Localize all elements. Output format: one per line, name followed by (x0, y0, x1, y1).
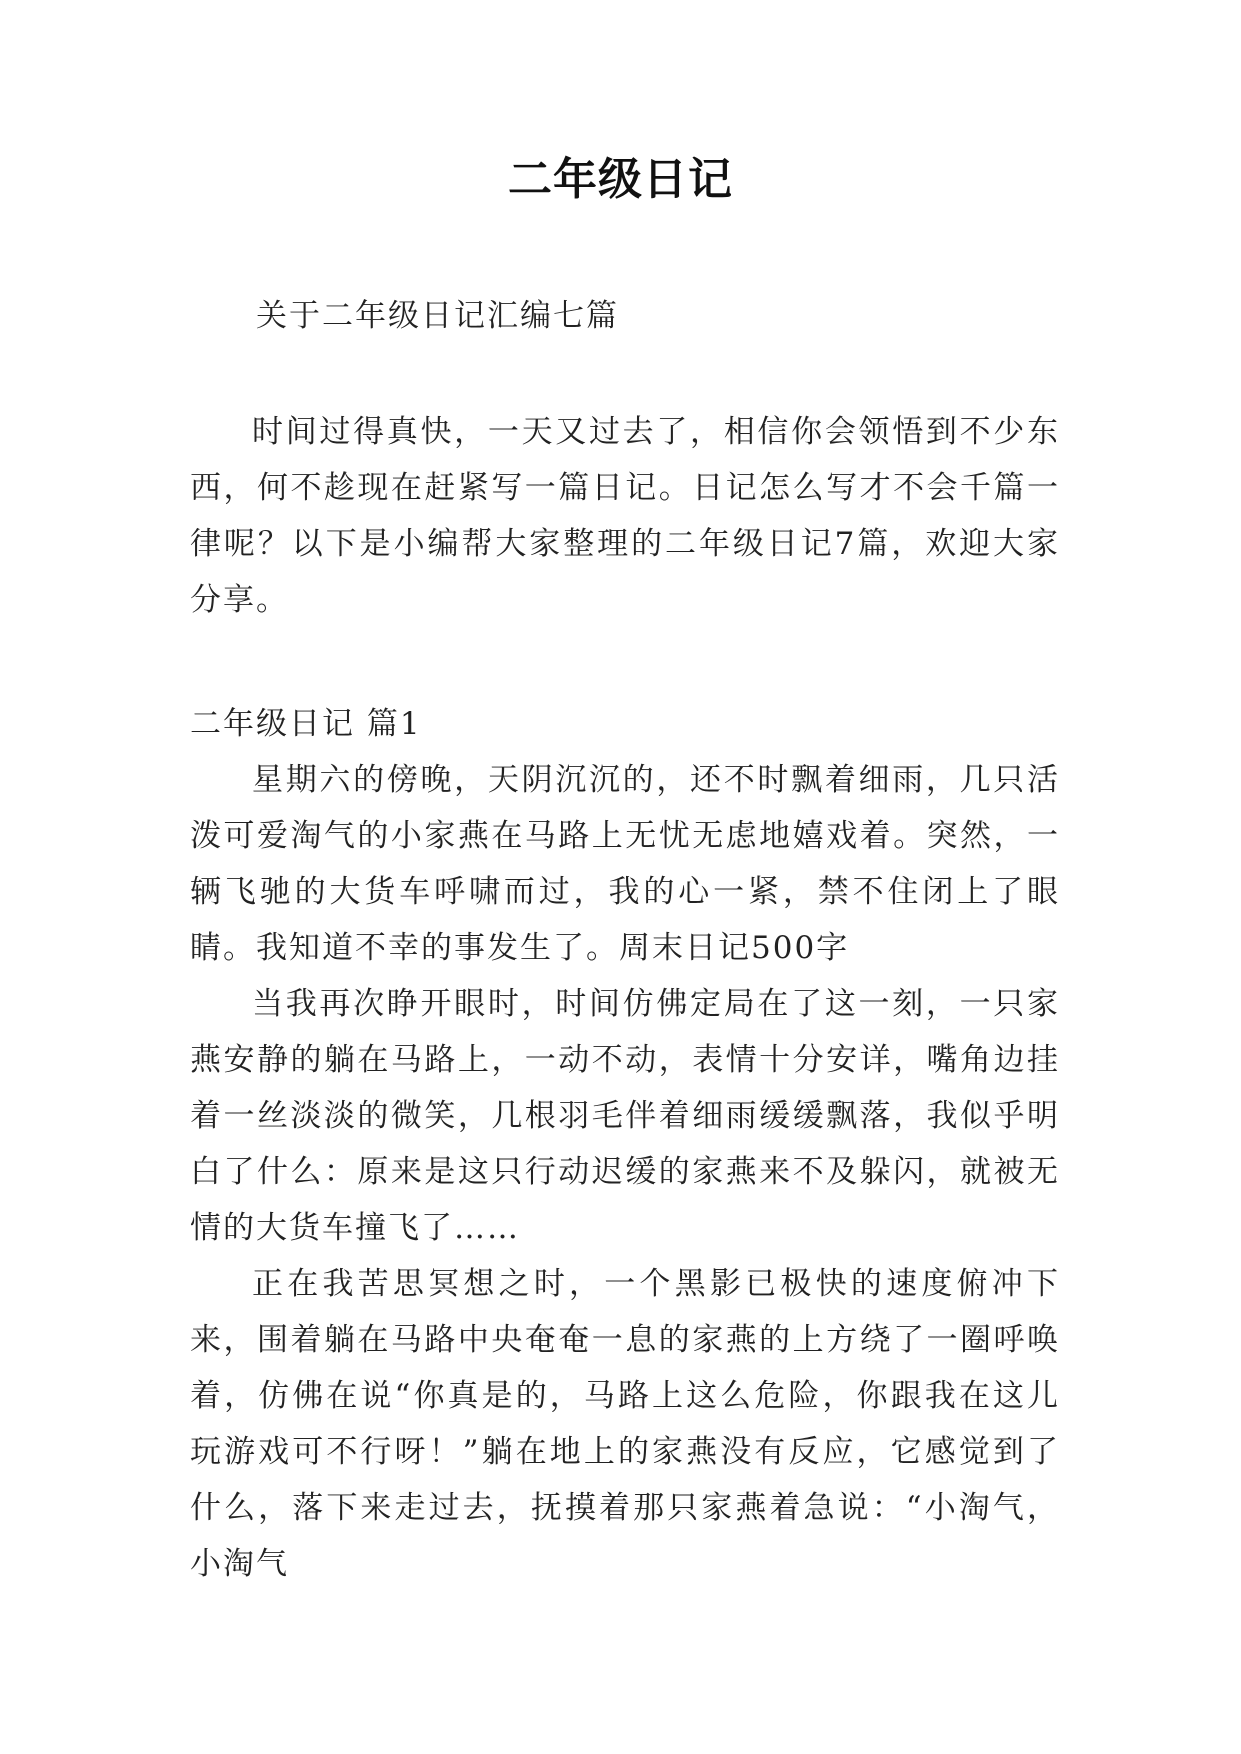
intro-block (190, 404, 1060, 628)
section-paragraph: 星期六的傍晚，天阴沉沉的，还不时飘着细雨，几只活泼可爱淘气的小家燕在马路上无忧无虑地嬉戏着。突然，一辆飞驰的大货车呼啸而过，我的心一紧，禁不住闭上了眼睛。我知道不幸的事发生了。周末日记500字 (190, 762, 1060, 966)
section-paragraph: 当我再次睁开眼时，时间仿佛定局在了这一刻，一只家燕安静的躺在马路上，一动不动，表情十分安详，嘴角边挂着一丝淡淡的微笑，几根羽毛伴着细雨缓缓飘落，我似乎明白了什么：原来是这只行动迟缓的家燕来不及躲闪，就被无情的大货车撞飞了…… (190, 986, 1060, 1246)
section-heading: 二年级日记 篇1 (190, 706, 422, 742)
intro-paragraph: 时间过得真快，一天又过去了，相信你会领悟到不少东西，何不趁现在赶紧写一篇日记。日记怎么写才不会千篇一律呢？以下是小编帮大家整理的二年级日记7篇，欢迎大家分享。 (190, 414, 1060, 618)
section-1 (190, 696, 1060, 1592)
document-title: 二年级日记 (508, 154, 733, 205)
document-subtitle: 关于二年级日记汇编七篇 (256, 298, 619, 334)
section-paragraph: 正在我苦思冥想之时，一个黑影已极快的速度俯冲下来，围着躺在马路中央奄奄一息的家燕的上方绕了一圈呼唤着，仿佛在说“你真是的，马路上这么危险，你跟我在这儿玩游戏可不行呀！”躺在地上的家燕没有反应，它感觉到了什么，落下来走过去，抚摸着那只家燕着急说：“小淘气，小淘气 (190, 1266, 1060, 1582)
